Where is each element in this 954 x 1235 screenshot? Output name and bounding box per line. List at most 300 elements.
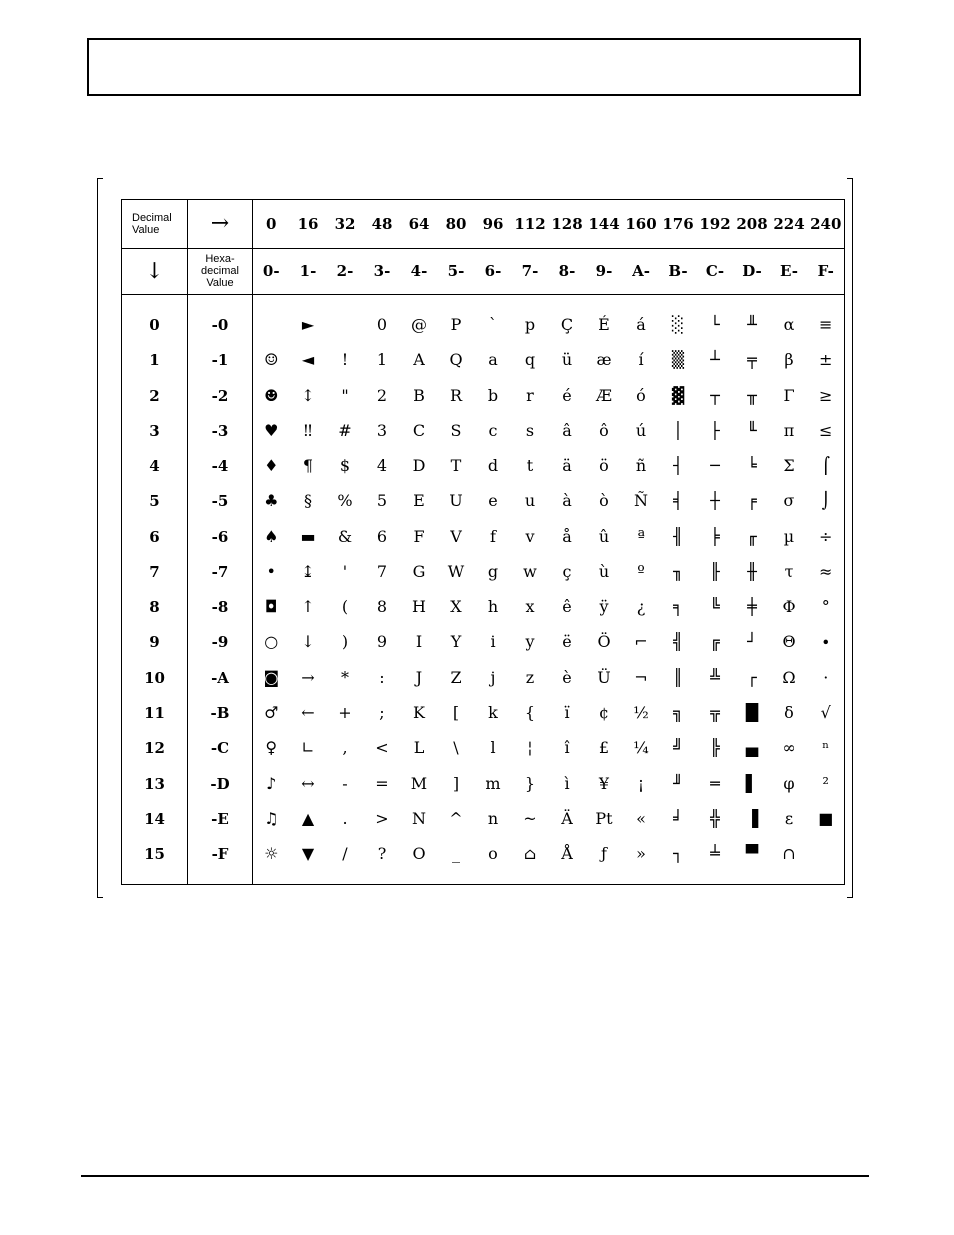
hex-column-header: D- xyxy=(734,248,771,295)
character-cell: Γ xyxy=(783,385,795,405)
character-cell: Y xyxy=(450,632,462,652)
character-cell: % xyxy=(337,491,353,511)
character-cell: L xyxy=(413,738,425,758)
character-cell: ▬ xyxy=(300,526,316,546)
character-cell: 7 xyxy=(376,561,388,581)
character-cell: ╛ xyxy=(673,808,683,828)
character-cell: ♀ xyxy=(265,738,278,758)
row-hex-value: -D xyxy=(188,766,253,801)
character-cell: └ xyxy=(710,315,720,335)
row-hex-value: -4 xyxy=(188,449,253,484)
character-cell: è xyxy=(562,667,572,687)
character-cell: ì xyxy=(564,773,570,793)
character-cell: $ xyxy=(339,456,351,476)
character-cell: ú xyxy=(635,420,647,440)
character-cell: 3 xyxy=(376,420,388,440)
character-cell: π xyxy=(783,420,795,440)
character-cell: G xyxy=(412,561,426,581)
character-cell: ╔ xyxy=(710,632,720,652)
hex-column-header: 7- xyxy=(512,248,549,295)
character-cell: Ñ xyxy=(634,491,648,511)
row-hex-value: -5 xyxy=(188,484,253,519)
character-cell: Ü xyxy=(597,667,611,687)
row-decimal-value: 2 xyxy=(122,378,188,413)
character-cell: ┐ xyxy=(673,844,683,864)
decimal-column-header: 128 xyxy=(549,200,586,249)
spacer-row xyxy=(122,872,845,885)
character-cell: á xyxy=(636,315,646,335)
character-cell: ┤ xyxy=(673,456,683,476)
character-cell: ╡ xyxy=(673,491,683,511)
character-cell: } xyxy=(524,773,536,793)
row-decimal-value: 15 xyxy=(122,836,188,871)
character-cell: " xyxy=(341,385,349,405)
character-cell: ╚ xyxy=(710,597,720,617)
character-cell: ╨ xyxy=(747,315,757,335)
hex-column-header: C- xyxy=(697,248,734,295)
character-cell: ï xyxy=(564,702,570,722)
character-cell: é xyxy=(562,385,572,405)
character-cell: τ xyxy=(784,561,794,581)
character-cell: î xyxy=(564,738,570,758)
character-cell: B xyxy=(413,385,425,405)
character-cell: ◘ xyxy=(264,597,278,617)
character-cell: ⌡ xyxy=(821,491,830,511)
character-cell: ╤ xyxy=(747,350,757,370)
character-cell: ° xyxy=(821,597,830,617)
hex-column-header: 5- xyxy=(438,248,475,295)
row-hex-value: -3 xyxy=(188,413,253,448)
decimal-column-header: 112 xyxy=(512,200,549,249)
character-cell: ☼ xyxy=(264,844,279,864)
character-cell: V xyxy=(450,526,462,546)
character-cell: m xyxy=(485,773,501,793)
character-cell: ═ xyxy=(710,773,720,793)
character-cell: ≤ xyxy=(819,420,833,440)
character-cell: █ xyxy=(745,702,759,722)
character-cell: Å xyxy=(561,844,573,864)
decimal-column-header: 240 xyxy=(808,200,845,249)
character-cell: W xyxy=(447,561,465,581)
character-cell: ╜ xyxy=(673,773,683,793)
character-cell: ◙ xyxy=(263,667,280,687)
row-decimal-value: 1 xyxy=(122,343,188,378)
decimal-value-label: Decimal Value xyxy=(122,200,188,249)
character-cell: ~ xyxy=(523,808,537,828)
character-cell: ╫ xyxy=(747,561,757,581)
character-cell: Ä xyxy=(561,808,573,828)
decimal-column-header: 144 xyxy=(586,200,623,249)
decimal-header-row xyxy=(122,200,845,249)
character-cell: ♣ xyxy=(264,491,279,511)
character-cell: ╥ xyxy=(747,385,757,405)
character-cell: { xyxy=(524,702,536,722)
character-cell: ⌠ xyxy=(821,456,830,476)
row-hex-value: -B xyxy=(188,695,253,730)
character-cell: o xyxy=(488,844,498,864)
character-cell: a xyxy=(488,350,498,370)
character-cell: ÿ xyxy=(599,597,609,617)
row-decimal-value: 14 xyxy=(122,801,188,836)
character-cell: Æ xyxy=(595,385,612,405)
character-cell: ç xyxy=(562,561,572,581)
character-cell: ñ xyxy=(635,456,647,476)
character-cell: σ xyxy=(783,491,795,511)
character-cell: # xyxy=(338,420,352,440)
character-cell: ≈ xyxy=(819,561,833,581)
character-cell: ∟ xyxy=(301,738,315,758)
character-cell: ƒ xyxy=(601,844,607,864)
decimal-column-header: 192 xyxy=(697,200,734,249)
row-decimal-value: 7 xyxy=(122,554,188,589)
table-row xyxy=(122,731,845,766)
character-cell: f xyxy=(490,526,496,546)
character-cell: N xyxy=(412,808,426,828)
character-cell: ¡ xyxy=(637,773,645,793)
character-cell: ε xyxy=(784,808,794,828)
character-cell: ▼ xyxy=(301,844,315,864)
character-cell: √ xyxy=(820,702,831,722)
row-hex-value: -7 xyxy=(188,554,253,589)
character-cell: h xyxy=(487,597,499,617)
character-cell: x xyxy=(525,597,535,617)
character-cell: K xyxy=(413,702,425,722)
character-cell: A xyxy=(413,350,425,370)
character-cell: Φ xyxy=(782,597,796,617)
character-cell: ê xyxy=(562,597,572,617)
spacer-row xyxy=(122,295,845,308)
character-cell: X xyxy=(450,597,462,617)
hex-column-header: 4- xyxy=(401,248,438,295)
row-decimal-value: 9 xyxy=(122,625,188,660)
row-decimal-value: 0 xyxy=(122,307,188,342)
character-cell: ╩ xyxy=(710,667,720,687)
row-decimal-value: 3 xyxy=(122,413,188,448)
hex-column-header: 2- xyxy=(327,248,364,295)
character-cell: T xyxy=(450,456,462,476)
character-cell: ♥ xyxy=(264,420,279,440)
character-cell: │ xyxy=(673,420,683,440)
row-decimal-value: 6 xyxy=(122,519,188,554)
character-cell: « xyxy=(636,808,646,828)
character-cell: j xyxy=(490,667,496,687)
character-cell: E xyxy=(413,491,425,511)
decimal-column-header: 96 xyxy=(475,200,512,249)
left-bracket xyxy=(97,178,104,898)
character-cell: 1 xyxy=(376,350,388,370)
decimal-column-header: 16 xyxy=(290,200,327,249)
row-decimal-value: 13 xyxy=(122,766,188,801)
character-cell: H xyxy=(412,597,426,617)
character-cell: Ö xyxy=(597,632,611,652)
hex-header-row xyxy=(122,248,845,295)
character-cell: ║ xyxy=(673,667,683,687)
character-cell: ¢ xyxy=(598,702,610,722)
character-cell: c xyxy=(488,420,498,440)
character-cell: æ xyxy=(596,350,612,370)
character-cell: ▓ xyxy=(671,385,685,405)
hex-column-header: A- xyxy=(623,248,660,295)
character-cell: ◄ xyxy=(301,350,315,370)
character-cell: g xyxy=(487,561,499,581)
character-cell: ò xyxy=(599,491,609,511)
character-cell: ╝ xyxy=(673,738,683,758)
character-cell: ) xyxy=(341,632,349,652)
decimal-column-header: 208 xyxy=(734,200,771,249)
character-cell: ! xyxy=(341,350,349,370)
table-row xyxy=(122,695,845,730)
character-cell: ä xyxy=(562,456,572,476)
character-cell: ; xyxy=(379,702,385,722)
character-cell: º xyxy=(637,561,645,581)
character-cell: ² xyxy=(822,773,829,793)
character-cell: = xyxy=(375,773,389,793)
character-cell: - xyxy=(342,773,348,793)
character-cell: + xyxy=(338,702,352,722)
character-cell: ▒ xyxy=(671,350,685,370)
character-cell: ‼ xyxy=(303,420,313,440)
hex-column-header: E- xyxy=(771,248,808,295)
table-row xyxy=(122,307,845,342)
character-cell: ♠ xyxy=(264,526,279,546)
character-cell: ë xyxy=(562,632,572,652)
decimal-column-header: 0 xyxy=(253,200,290,249)
character-cell: P xyxy=(450,315,462,335)
character-cell: Ç xyxy=(560,315,574,335)
character-cell: ª xyxy=(637,526,645,546)
character-cell: ☻ xyxy=(264,385,279,405)
row-hex-value: -C xyxy=(188,731,253,766)
character-cell: ? xyxy=(377,844,387,864)
character-cell: ┬ xyxy=(710,385,720,405)
table-row xyxy=(122,836,845,871)
character-cell: > xyxy=(375,808,389,828)
right-arrow-icon: → xyxy=(188,200,253,249)
table-row xyxy=(122,766,845,801)
character-cell: ☺ xyxy=(264,350,279,370)
character-cell: p xyxy=(524,315,536,335)
character-cell: ≥ xyxy=(819,385,833,405)
character-cell xyxy=(327,307,364,342)
character-cell: u xyxy=(524,491,536,511)
hex-column-header: 6- xyxy=(475,248,512,295)
character-cell: ╣ xyxy=(673,632,683,652)
character-cell: & xyxy=(337,526,353,546)
character-cell: ½ xyxy=(633,702,649,722)
character-cell: ┼ xyxy=(710,491,720,511)
character-cell: É xyxy=(598,315,610,335)
table-body xyxy=(122,200,845,885)
character-cell: t xyxy=(526,456,534,476)
character-cell: à xyxy=(562,491,572,511)
character-cell: 4 xyxy=(376,456,388,476)
character-cell: ∙ xyxy=(821,632,830,652)
character-cell: ^ xyxy=(449,808,463,828)
character-cell: Pt xyxy=(595,808,613,828)
character-set-table xyxy=(121,199,845,885)
character-cell: å xyxy=(562,526,572,546)
decimal-column-header: 64 xyxy=(401,200,438,249)
row-hex-value: -0 xyxy=(188,307,253,342)
character-cell: ■ xyxy=(818,808,834,828)
character-cell: ( xyxy=(341,597,349,617)
decimal-column-header: 224 xyxy=(771,200,808,249)
character-cell: ─ xyxy=(710,456,720,476)
character-cell: ¦ xyxy=(527,738,533,758)
row-decimal-value: 8 xyxy=(122,590,188,625)
character-cell: ╠ xyxy=(710,738,720,758)
hex-column-header: F- xyxy=(808,248,845,295)
character-cell: Ω xyxy=(782,667,796,687)
character-cell: ╗ xyxy=(673,702,683,722)
character-cell: ╒ xyxy=(747,491,757,511)
row-decimal-value: 5 xyxy=(122,484,188,519)
character-cell: ╕ xyxy=(673,597,683,617)
table-row xyxy=(122,554,845,589)
character-cell: ╖ xyxy=(673,561,683,581)
character-cell: @ xyxy=(411,315,427,335)
character-cell: ╓ xyxy=(747,526,757,546)
character-cell: · xyxy=(823,667,829,687)
character-cell: â xyxy=(562,420,572,440)
character-cell: ∩ xyxy=(782,844,796,864)
row-decimal-value: 12 xyxy=(122,731,188,766)
character-cell: ó xyxy=(636,385,646,405)
character-cell: ← xyxy=(301,702,315,722)
character-cell: ╧ xyxy=(710,844,720,864)
character-cell: ╘ xyxy=(747,456,757,476)
footer-rule xyxy=(81,1175,869,1177)
character-cell: ▲ xyxy=(301,808,315,828)
character-cell: ╟ xyxy=(710,561,720,581)
character-cell: b xyxy=(487,385,499,405)
header-box xyxy=(87,38,861,96)
character-cell: Q xyxy=(449,350,463,370)
character-cell xyxy=(808,836,845,871)
character-cell: ┌ xyxy=(747,667,757,687)
character-cell: 2 xyxy=(376,385,388,405)
character-cell: ± xyxy=(819,350,833,370)
character-cell: k xyxy=(488,702,498,722)
character-cell: δ xyxy=(784,702,794,722)
character-cell: 8 xyxy=(376,597,388,617)
character-cell: J xyxy=(415,667,423,687)
character-cell: * xyxy=(341,667,349,687)
table-row xyxy=(122,801,845,836)
character-cell: ⁿ xyxy=(822,738,830,758)
character-cell: φ xyxy=(783,773,795,793)
character-cell: ¬ xyxy=(634,667,648,687)
character-cell: ▌ xyxy=(745,773,759,793)
character-cell: w xyxy=(523,561,537,581)
character-cell: 0 xyxy=(376,315,388,335)
character-cell: ├ xyxy=(710,420,720,440)
character-cell: û xyxy=(598,526,610,546)
table-row xyxy=(122,449,845,484)
character-cell: ↔ xyxy=(301,773,315,793)
character-cell: [ xyxy=(452,702,460,722)
character-cell xyxy=(253,307,290,342)
character-cell: α xyxy=(783,315,795,335)
character-cell: ü xyxy=(561,350,573,370)
character-cell: ▄ xyxy=(745,738,759,758)
hex-value-label: Hexa-decimal Value xyxy=(188,248,253,295)
hex-column-header: B- xyxy=(660,248,697,295)
table-row xyxy=(122,660,845,695)
character-cell: ≡ xyxy=(819,315,833,335)
character-cell: ╦ xyxy=(710,702,720,722)
character-cell: O xyxy=(412,844,426,864)
character-cell: ` xyxy=(489,315,497,335)
character-cell: ↨ xyxy=(301,561,315,581)
table-row xyxy=(122,625,845,660)
character-cell: ▐ xyxy=(745,808,759,828)
hex-column-header: 0- xyxy=(253,248,290,295)
table-row xyxy=(122,343,845,378)
character-cell: ♂ xyxy=(264,702,279,722)
character-cell: M xyxy=(410,773,428,793)
character-cell: ↑ xyxy=(301,597,315,617)
row-hex-value: -8 xyxy=(188,590,253,625)
character-cell: § xyxy=(304,491,312,511)
character-cell: v xyxy=(525,526,535,546)
character-cell: r xyxy=(526,385,534,405)
character-cell: ╢ xyxy=(673,526,683,546)
character-cell: ⌂ xyxy=(523,844,537,864)
character-cell: ¥ xyxy=(598,773,610,793)
row-decimal-value: 10 xyxy=(122,660,188,695)
character-cell: ▀ xyxy=(745,844,759,864)
table-row xyxy=(122,590,845,625)
character-cell: ⌐ xyxy=(634,632,648,652)
character-cell: D xyxy=(412,456,426,476)
character-cell: » xyxy=(636,844,646,864)
character-cell: β xyxy=(784,350,794,370)
character-cell: , xyxy=(342,738,348,758)
character-cell: ┘ xyxy=(747,632,757,652)
character-cell: ♫ xyxy=(264,808,279,828)
character-cell: Θ xyxy=(782,632,796,652)
character-cell: ♦ xyxy=(264,456,279,476)
character-cell: ↕ xyxy=(301,385,315,405)
table-row xyxy=(122,378,845,413)
character-cell: e xyxy=(488,491,498,511)
hex-column-header: 1- xyxy=(290,248,327,295)
character-cell: i xyxy=(490,632,496,652)
character-cell: U xyxy=(449,491,463,511)
character-cell: C xyxy=(412,420,426,440)
row-decimal-value: 4 xyxy=(122,449,188,484)
character-cell: ► xyxy=(301,315,315,335)
character-cell: ö xyxy=(599,456,609,476)
decimal-column-header: 32 xyxy=(327,200,364,249)
character-cell: Σ xyxy=(783,456,795,476)
character-cell: S xyxy=(450,420,462,440)
decimal-column-header: 48 xyxy=(364,200,401,249)
decimal-column-header: 176 xyxy=(660,200,697,249)
character-cell: µ xyxy=(783,526,795,546)
character-cell: ╪ xyxy=(747,597,757,617)
character-cell: ╙ xyxy=(747,420,757,440)
table-row xyxy=(122,484,845,519)
character-cell: ░ xyxy=(671,315,685,335)
character-cell: 9 xyxy=(376,632,388,652)
character-cell: < xyxy=(375,738,389,758)
character-cell: y xyxy=(525,632,535,652)
hex-column-header: 9- xyxy=(586,248,623,295)
character-cell: ] xyxy=(452,773,460,793)
character-cell: 6 xyxy=(376,526,388,546)
